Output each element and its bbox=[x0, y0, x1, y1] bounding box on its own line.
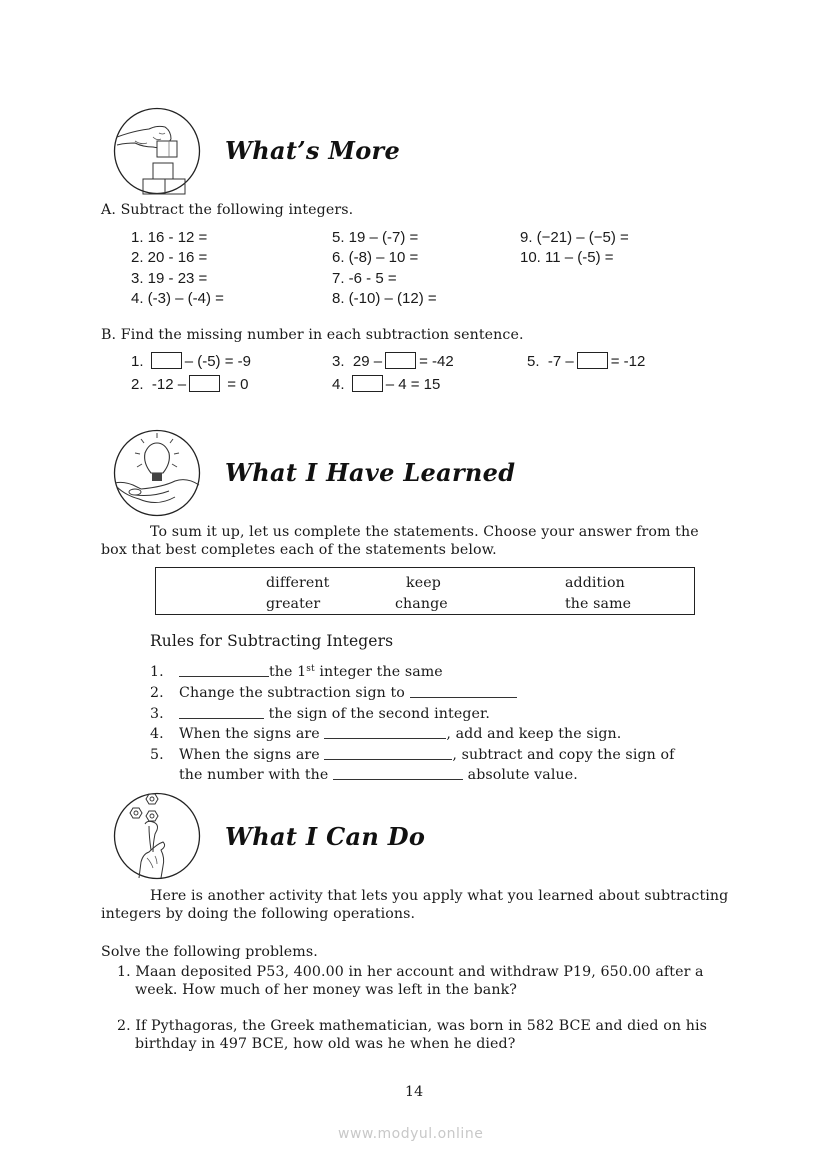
answer-blank[interactable] bbox=[179, 663, 269, 677]
rule-item-3-text: the sign of the second integer. bbox=[179, 705, 490, 723]
part-b-item-1: 1. – (-5) = -9 bbox=[131, 353, 251, 370]
part-a-item-2: 2. 20 - 16 = bbox=[131, 249, 208, 266]
part-a-item-7: 7. -6 - 5 = bbox=[332, 270, 397, 287]
rule-item-4-num: 4. bbox=[150, 726, 164, 742]
section-title-what-i-have-learned: What I Have Learned bbox=[225, 458, 516, 487]
section-title-what-i-can-do: What I Can Do bbox=[225, 822, 426, 851]
part-a-item-9: 9. (−21) – (−5) = bbox=[520, 229, 629, 246]
part-b-item-3: 3. 29 – = -42 bbox=[332, 353, 454, 370]
answer-box[interactable] bbox=[151, 352, 182, 369]
problem-2-line-1: 2. If Pythagoras, the Greek mathematician, was born in 582 BCE and died on his bbox=[117, 1018, 707, 1034]
part-a-item-1: 1. 16 - 12 = bbox=[131, 229, 208, 246]
answer-box[interactable] bbox=[352, 375, 383, 392]
part-a-item-10: 10. 11 – (-5) = bbox=[520, 249, 614, 266]
answer-box[interactable] bbox=[577, 352, 608, 369]
lightbulb-in-hand-icon bbox=[113, 429, 201, 517]
section-title-whats-more: What’s More bbox=[225, 136, 401, 165]
problem-1-line-1: 1. Maan deposited P53, 400.00 in her account and withdraw P19, 650.00 after a bbox=[117, 964, 704, 980]
hand-stacking-blocks-icon bbox=[113, 107, 201, 195]
part-a-item-3: 3. 19 - 23 = bbox=[131, 270, 208, 287]
answer-box[interactable] bbox=[385, 352, 416, 369]
answer-blank[interactable] bbox=[179, 705, 264, 719]
word-bank-item: the same bbox=[565, 596, 632, 612]
rules-title: Rules for Subtracting Integers bbox=[150, 632, 394, 650]
problem-1-line-2: week. How much of her money was left in the bank? bbox=[135, 982, 517, 998]
part-b-item-4: 4. – 4 = 15 bbox=[332, 376, 441, 393]
answer-blank[interactable] bbox=[324, 725, 446, 739]
learned-intro-line-2: box that best completes each of the statements below. bbox=[101, 542, 497, 558]
rule-item-2-text: Change the subtraction sign to bbox=[179, 684, 517, 702]
rule-item-3-num: 3. bbox=[150, 706, 164, 722]
rule-item-2-num: 2. bbox=[150, 685, 164, 701]
part-a-instruction: A. Subtract the following integers. bbox=[101, 202, 354, 218]
problem-2-line-2: birthday in 497 BCE, how old was he when he died? bbox=[135, 1036, 516, 1052]
hand-with-wrench-and-nuts-icon bbox=[113, 792, 201, 880]
word-bank-item: greater bbox=[266, 596, 321, 612]
word-bank-item: keep bbox=[406, 575, 441, 591]
learned-intro-line-1: To sum it up, let us complete the statements. Choose your answer from the bbox=[150, 524, 699, 540]
answer-blank[interactable] bbox=[333, 766, 463, 780]
rule-item-5-num: 5. bbox=[150, 747, 164, 763]
answer-blank[interactable] bbox=[324, 746, 452, 760]
part-a-item-4: 4. (-3) – (-4) = bbox=[131, 290, 224, 307]
part-b-item-2: 2. -12 – = 0 bbox=[131, 376, 249, 393]
can-do-instruction: Solve the following problems. bbox=[101, 944, 318, 960]
page-number: 14 bbox=[405, 1084, 424, 1100]
part-b-instruction: B. Find the missing number in each subtraction sentence. bbox=[101, 327, 524, 343]
watermark: www.modyul.online bbox=[338, 1126, 484, 1142]
answer-box[interactable] bbox=[189, 375, 220, 392]
part-a-item-6: 6. (-8) – 10 = bbox=[332, 249, 419, 266]
part-a-item-8: 8. (-10) – (12) = bbox=[332, 290, 437, 307]
rule-item-5-text: When the signs are , subtract and copy the sign of bbox=[179, 747, 675, 763]
part-a-item-5: 5. 19 – (-7) = bbox=[332, 229, 419, 246]
word-bank-item: addition bbox=[565, 575, 625, 591]
rule-item-1-text: the 1st integer the same bbox=[179, 663, 443, 681]
rule-item-4-text: When the signs are , add and keep the sign. bbox=[179, 726, 622, 742]
answer-blank[interactable] bbox=[410, 684, 517, 698]
can-do-intro-line-1: Here is another activity that lets you apply what you learned about subtracting bbox=[150, 888, 729, 904]
word-bank-item: change bbox=[395, 596, 448, 612]
part-b-item-5: 5. -7 – = -12 bbox=[527, 353, 646, 370]
word-bank-item: different bbox=[266, 575, 330, 591]
rule-item-5-text-line2: the number with the absolute value. bbox=[179, 767, 578, 783]
rule-item-1: 1. bbox=[150, 664, 164, 680]
can-do-intro-line-2: integers by doing the following operations. bbox=[101, 906, 416, 922]
